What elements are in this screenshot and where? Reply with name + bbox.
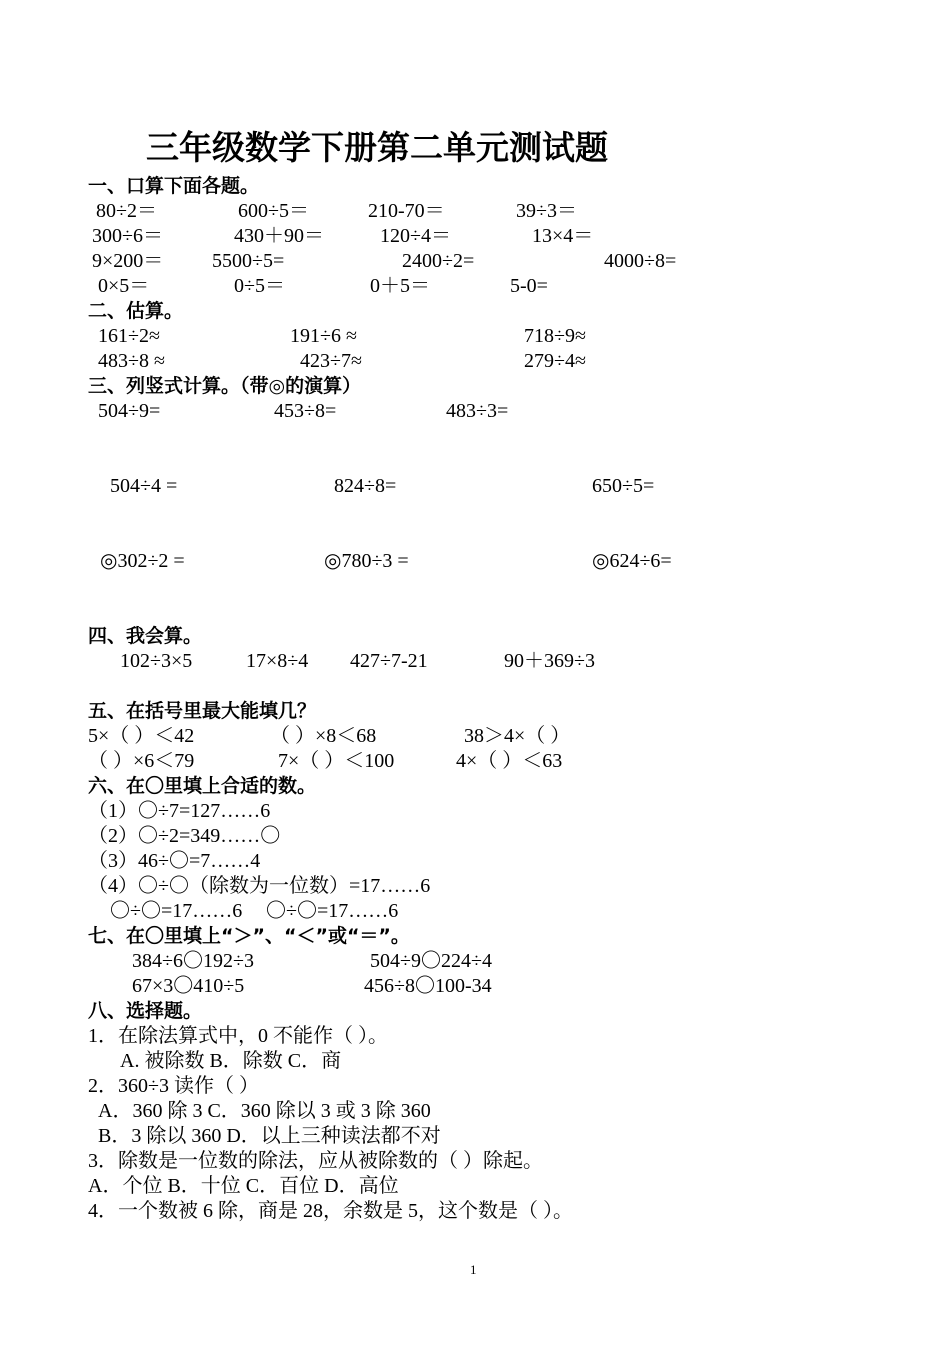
section-2-heading: 二、估算。 [88,300,184,322]
oral-item: 13×4＝ [532,225,594,247]
circle-fill-item: 〇÷〇=17……6 [266,900,399,922]
compare-item: 67×3〇410÷5 [132,975,245,997]
question-2: 2．360÷3 读作（ ） [88,1075,259,1097]
circle-fill-item: （4）〇÷〇（除数为一位数）=17……6 [88,875,431,897]
estimate-item: 718÷9≈ [524,325,586,347]
calc-item: 90＋369÷3 [504,650,595,672]
compare-item: 456÷8〇100-34 [364,975,492,997]
section-3-heading: 三、列竖式计算。（带◎的演算） [88,375,362,397]
oral-item: 5500÷5= [212,250,285,272]
vertical-calc-item: 824÷8= [334,475,397,497]
page-title: 三年级数学下册第二单元测试题 [146,128,608,167]
estimate-item: 423÷7≈ [300,350,362,372]
fill-item: （ ）×8＜68 [270,725,377,747]
question-1-options: A. 被除数 B．除数 C．商 [120,1050,342,1072]
question-3-options: A．个位 B．十位 C．百位 D．高位 [88,1175,399,1197]
oral-item: 5-0= [510,275,548,297]
question-4: 4．一个数被 6 除，商是 28，余数是 5，这个数是（ ）。 [88,1200,573,1222]
vertical-calc-item: ◎780÷3 = [324,550,409,572]
fill-item: 38＞4×（ ） [464,725,571,747]
section-8-heading: 八、选择题。 [88,1000,203,1022]
vertical-calc-item: ◎624÷6= [592,550,672,572]
question-1: 1．在除法算式中，0 不能作（ ）。 [88,1025,388,1047]
oral-item: 600÷5＝ [238,200,309,222]
compare-item: 504÷9〇224÷4 [370,950,492,972]
oral-item: 210-70＝ [368,200,445,222]
oral-item: 0÷5＝ [234,275,285,297]
fill-item: 5×（ ）＜42 [88,725,195,747]
oral-item: 300÷6＝ [92,225,163,247]
calc-item: 102÷3×5 [120,650,193,672]
fill-item: 7×（ ）＜100 [278,750,395,772]
question-3: 3．除数是一位数的除法，应从被除数的（ ）除起。 [88,1150,543,1172]
estimate-item: 279÷4≈ [524,350,586,372]
estimate-item: 191÷6 ≈ [290,325,357,347]
circle-fill-item: 〇÷〇=17……6 [110,900,243,922]
oral-item: 0＋5＝ [370,275,430,297]
oral-item: 120÷4＝ [380,225,451,247]
circle-fill-item: （2）〇÷2=349……〇 [88,825,281,847]
vertical-calc-item: 504÷4 = [110,475,178,497]
vertical-calc-item: 453÷8= [274,400,337,422]
estimate-item: 483÷8 ≈ [98,350,165,372]
oral-item: 430＋90＝ [234,225,324,247]
section-5-heading: 五、在括号里最大能填几？ [88,700,317,722]
page-number: 1 [470,1262,477,1277]
section-4-heading: 四、我会算。 [88,625,203,647]
calc-item: 427÷7-21 [350,650,428,672]
oral-item: 39÷3＝ [516,200,577,222]
question-2-options-b: B．3 除以 360 D．以上三种读法都不对 [98,1125,441,1147]
estimate-item: 161÷2≈ [98,325,160,347]
section-7-heading: 七、在〇里填上“＞”、“＜”或“＝”。 [88,925,410,947]
section-6-heading: 六、在〇里填上合适的数。 [88,775,317,797]
vertical-calc-item: 483÷3= [446,400,509,422]
oral-item: 9×200＝ [92,250,164,272]
circle-fill-item: （3）46÷〇=7……4 [88,850,261,872]
oral-item: 4000÷8= [604,250,677,272]
calc-item: 17×8÷4 [246,650,309,672]
oral-item: 0×5＝ [98,275,150,297]
section-1-heading: 一、口算下面各题。 [88,175,260,197]
oral-item: 2400÷2= [402,250,475,272]
vertical-calc-item: ◎302÷2 = [100,550,185,572]
compare-item: 384÷6〇192÷3 [132,950,254,972]
oral-item: 80÷2＝ [96,200,157,222]
fill-item: 4×（ ）＜63 [456,750,563,772]
fill-item: （ ）×6＜79 [88,750,195,772]
circle-fill-item: （1）〇÷7=127……6 [88,800,271,822]
vertical-calc-item: 504÷9= [98,400,161,422]
vertical-calc-item: 650÷5= [592,475,655,497]
question-2-options-a: A．360 除 3 C．360 除以 3 或 3 除 360 [98,1100,431,1122]
